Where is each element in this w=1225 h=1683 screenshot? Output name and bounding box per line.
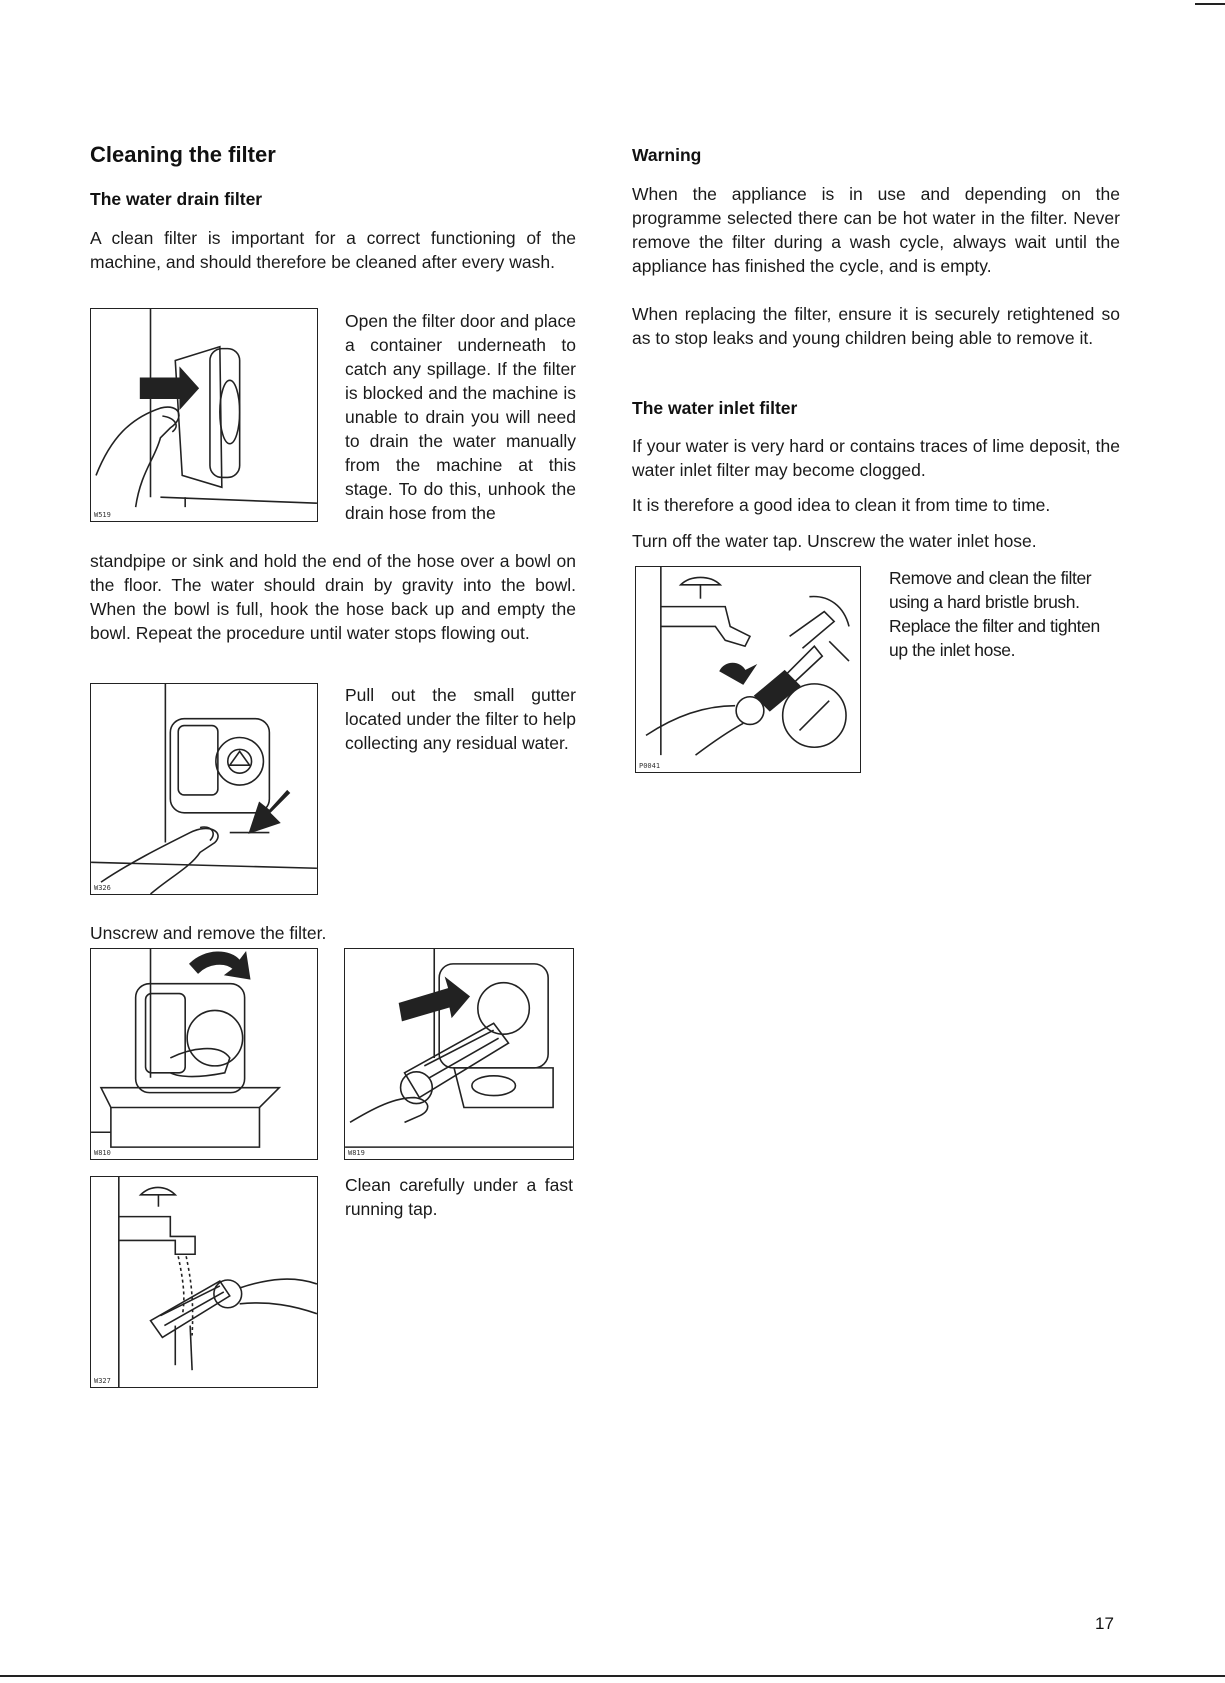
page-title: Cleaning the filter [90, 142, 276, 167]
figure-pull-out-gutter [90, 683, 318, 895]
inlet-paragraph-2: It is therefore a good idea to clean it from time to time. [632, 495, 1051, 515]
inlet-paragraph-3: Turn off the water tap. Unscrew the water inlet hose. [632, 531, 1037, 551]
figure-code-label: W810 [94, 1149, 111, 1157]
figure-clean-under-tap-drawing [91, 1177, 317, 1387]
figure-code-label: W326 [94, 884, 111, 892]
top-right-rule [1195, 3, 1225, 5]
inlet-filter-heading: The water inlet filter [632, 398, 798, 418]
step4-side-text: Clean carefully under a fast running tap. [345, 1175, 573, 1219]
figure-clean-under-tap [90, 1176, 318, 1388]
step1-side-text: Open the filter door and place a container underneath to catch any spillage. If the filter is blocked and the machine is unable to drain you will need to drain the water manually from the machine at this stage. To do this, unhook the drain hose from the [345, 311, 576, 523]
figure-pull-out-gutter-drawing [91, 684, 317, 894]
step2-side-text: Pull out the small gutter located under the filter to help collecting any residual water. [345, 685, 576, 753]
page-number: 17 [1095, 1614, 1114, 1633]
bottom-rule [0, 1675, 1225, 1677]
figure-code-label: W327 [94, 1377, 111, 1385]
inlet-paragraph-1: If your water is very hard or contains traces of lime deposit, the water inlet filter may become clogged. [632, 436, 1120, 480]
figure-inlet-filter [635, 566, 861, 773]
figure-open-filter-door [90, 308, 318, 522]
figure-code-label: P0041 [639, 762, 661, 770]
figure-open-filter-door-drawing [91, 309, 317, 521]
step3-text: Unscrew and remove the filter. [90, 923, 327, 943]
warning-paragraph-2: When replacing the filter, ensure it is securely retightened so as to stop leaks and young children being able to remove it. [632, 304, 1120, 348]
drain-intro-text: A clean filter is important for a correct functioning of the machine, and should therefore be cleaned after every wash. [90, 228, 576, 272]
figure-remove-filter [344, 948, 574, 1160]
figure-inlet-filter-drawing [636, 567, 860, 772]
figure-code-label: W519 [94, 511, 111, 519]
figure-code-label: W819 [348, 1149, 365, 1157]
figure-unscrew-filter-drawing [91, 949, 317, 1159]
figure-unscrew-filter [90, 948, 318, 1160]
drain-filter-heading: The water drain filter [90, 189, 263, 209]
step1-continued-text: standpipe or sink and hold the end of the hose over a bowl on the floor. The water should drain by gravity into the bowl. When the bowl is full, hook the hose back up and empty the bowl. Repeat the procedure until water stops flowing out. [90, 551, 576, 643]
inlet-paragraph-4: Remove and clean the filter using a hard bristle brush. Replace the filter and tighten up the inlet hose. [889, 568, 1100, 660]
warning-heading: Warning [632, 145, 702, 165]
figure-remove-filter-drawing [345, 949, 573, 1159]
warning-paragraph-1: When the appliance is in use and depending on the programme selected there can be hot water in the filter. Never remove the filter during a wash cycle, always wait until the appliance has finished the cycle, and is empty. [632, 184, 1120, 276]
